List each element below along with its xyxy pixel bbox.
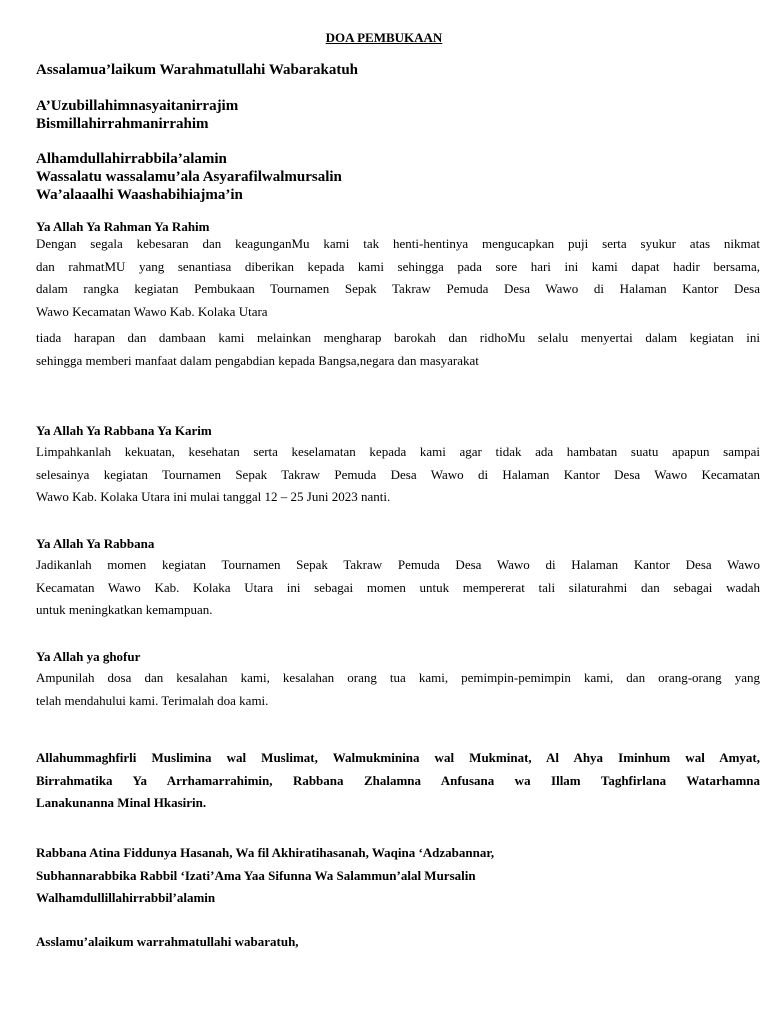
paragraph-line: telah mendahului kami. Terimalah doa kami. (36, 692, 269, 708)
section-heading: Ya Allah Ya Rabbana Ya Karim (36, 423, 212, 438)
opening-line: Bismillahirrahmanirrahim (36, 116, 209, 132)
prayer-line: Lanakunanna Minal Hkasirin. (36, 795, 207, 811)
section-paragraph (36, 441, 760, 509)
section-heading: Ya Allah ya ghofur (36, 649, 141, 664)
salam-line: Asslamu’alaikum warrahmatullahi wabaratuh, (36, 934, 299, 949)
closing-salam (36, 931, 760, 954)
praise-block (36, 150, 342, 204)
opening-line: A’Uzubillahimnasyaitanirrajim (36, 98, 239, 114)
paragraph-line: Wawo Kecamatan Wawo Kab. Kolaka Utara (36, 303, 268, 319)
paragraph-line: Wawo Kab. Kolaka Utara ini mulai tanggal 12 – 25 Juni 2023 nanti. (36, 489, 391, 505)
section-paragraph (36, 233, 760, 323)
section-paragraph (36, 667, 760, 712)
paragraph-line: Dengan segala kebesaran dan keagunganMu kami tak henti-hentinya mengucapkan puji serta syukur atas nikmat (36, 236, 760, 251)
prayer-line: Birrahmatika Ya Arrhamarrahimin, Rabbana Zhalamna Anfusana wa Illam Taghfirlana Watarhamna (36, 772, 760, 788)
paragraph-line: dan rahmatMU yang senantiasa diberikan kepada kami sehingga pada sore hari ini kami dapat hadir bersama, (36, 258, 760, 274)
closing-prayer (36, 747, 760, 815)
prayer-line: Subhannarabbika Rabbil ‘Izati’Ama Yaa Sifunna Wa Salammun’alal Mursalin (36, 867, 476, 883)
paragraph-line: Ampunilah dosa dan kesalahan kami, kesalahan orang tua kami, pemimpin-pemimpin kami, dan orang-orang yang (36, 670, 760, 685)
section-paragraph (36, 327, 760, 372)
paragraph-line: untuk meningkatkan kemampuan. (36, 602, 213, 618)
final-prayer (36, 842, 760, 910)
paragraph-line: tiada harapan dan dambaan kami melainkan mengharap barokah dan ridhoMu selalu menyertai dalam kegiatan ini (36, 330, 760, 345)
paragraph-line: dalam rangka kegiatan Pembukaan Tournamen Sepak Takraw Pemuda Desa Wawo di Halaman Kantor Desa (36, 281, 760, 297)
document-title: DOA PEMBUKAAN (325, 30, 443, 45)
section-heading: Ya Allah Ya Rahman Ya Rahim (36, 219, 210, 234)
prayer-line: Walhamdullillahirrabbil’alamin (36, 890, 216, 906)
paragraph-line: Limpahkanlah kekuatan, kesehatan serta keselamatan kepada kami agar tidak ada hambatan suatu apapun sampai (36, 444, 760, 459)
paragraph-line: Kecamatan Wawo Kab. Kolaka Utara ini sebagai momen untuk mempererat tali silaturahmi dan sebagai wadah (36, 579, 760, 595)
praise-line: Alhamdullahirrabbila’alamin (36, 151, 227, 167)
prayer-line: Allahummaghfirli Muslimina wal Muslimat, Walmukminina wal Mukminat, Al Ahya Iminhum wal Amyat, (36, 750, 760, 765)
praise-line: Wa’alaaalhi Waashabihiajma’in (36, 187, 243, 203)
greeting (36, 61, 358, 79)
section-paragraph (36, 554, 760, 622)
greeting-line: Assalamua’laikum Warahmatullahi Wabarakatuh (36, 62, 359, 78)
prayer-line: Rabbana Atina Fiddunya Hasanah, Wa fil Akhiratihasanah, Waqina ‘Adzabannar, (36, 845, 495, 860)
opening-block (36, 97, 238, 133)
praise-line: Wassalatu wassalamu’ala Asyarafilwalmursalin (36, 169, 342, 185)
paragraph-line: Jadikanlah momen kegiatan Tournamen Sepak Takraw Pemuda Desa Wawo di Halaman Kantor Desa Wawo (36, 557, 760, 572)
paragraph-line: selesainya kegiatan Tournamen Sepak Takraw Pemuda Desa Wawo di Halaman Kantor Desa Wawo Kecamatan (36, 466, 760, 482)
paragraph-line: sehingga memberi manfaat dalam pengabdian kepada Bangsa,negara dan masyarakat (36, 352, 479, 368)
section-heading: Ya Allah Ya Rabbana (36, 536, 155, 551)
